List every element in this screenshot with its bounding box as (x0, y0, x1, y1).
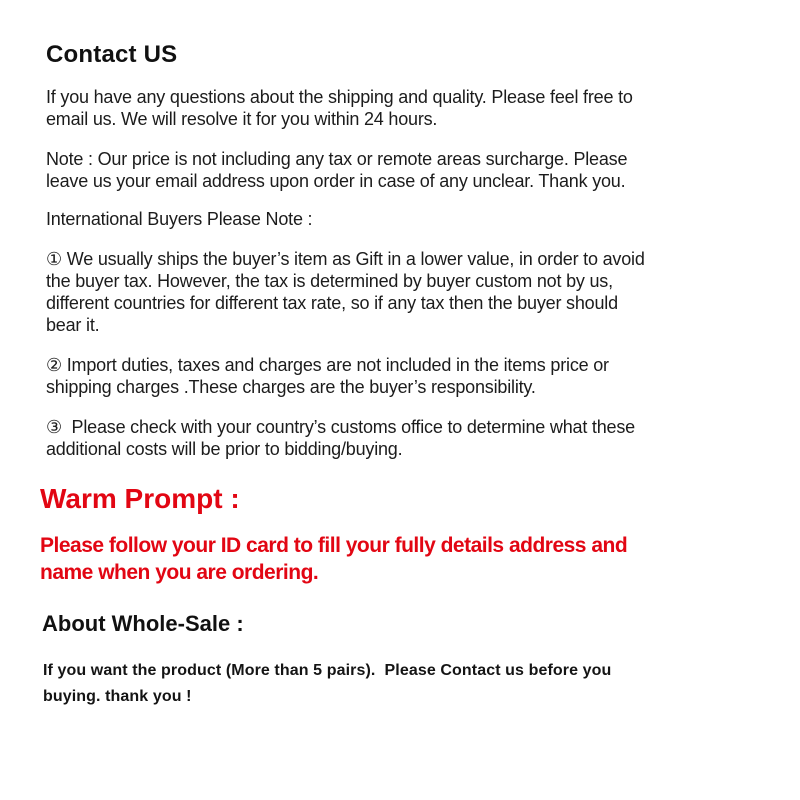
warm-prompt-heading: Warm Prompt : (40, 483, 240, 514)
price-tax-note-paragraph: Note : Our price is not including any tax or remote areas surcharge. Please leave us your email address upon order in case of any unclear. Thank you. (46, 149, 628, 191)
shipping-quality-paragraph: If you have any questions about the shipping and quality. Please feel free to email us. We will resolve it for you within 24 hours. (46, 87, 633, 129)
warm-prompt-paragraph: Please follow your ID card to fill your fully details address and name when you are ordering. (40, 534, 628, 584)
wholesale-heading: About Whole-Sale : (42, 611, 244, 636)
numbered-note-1: ① We usually ships the buyer’s item as Gift in a lower value, in order to avoid the buyer tax. However, the tax is determined by buyer custom not by us, different countries for different tax rate, so if any tax then the buyer should bear it. (46, 249, 645, 335)
numbered-note-2: ② Import duties, taxes and charges are not included in the items price or shipping charges .These charges are the buyer’s responsibility. (46, 355, 609, 397)
international-buyers-note-label: International Buyers Please Note : (46, 209, 313, 229)
contact-us-heading: Contact US (46, 41, 178, 68)
numbered-note-3: ③ Please check with your country’s customs office to determine what these additional costs will be prior to bidding/buying. (46, 417, 635, 459)
wholesale-paragraph: If you want the product (More than 5 pairs). Please Contact us before you buying. thank you ! (43, 662, 612, 705)
